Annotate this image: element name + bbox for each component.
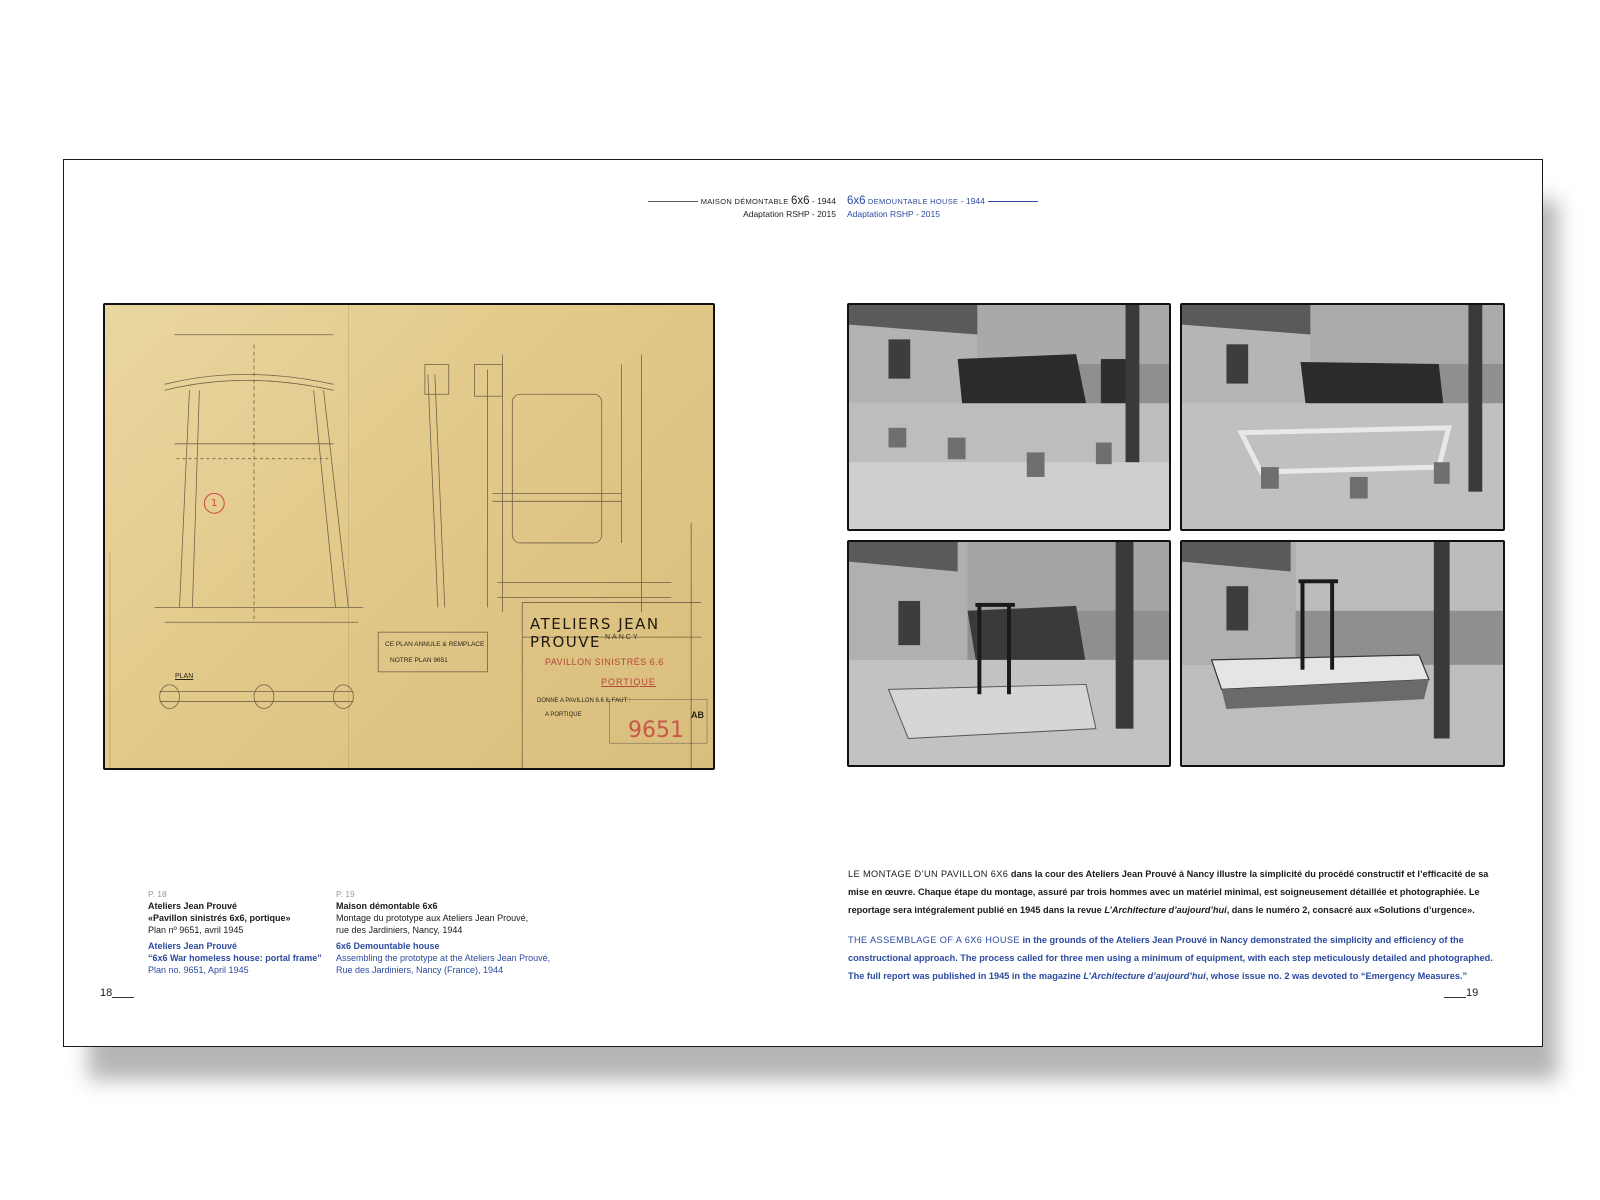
drawing-plan-label: PLAN xyxy=(175,673,194,680)
caption-left-page: P. 18 xyxy=(148,889,167,899)
caption-right-page: P. 19 xyxy=(336,889,355,899)
caption-left-subtitle-en: “6x6 War homeless house: portal frame” xyxy=(148,953,322,963)
technical-drawing-portique xyxy=(103,303,715,770)
drawing-corner-mark: AB xyxy=(691,710,704,720)
caption-right xyxy=(336,888,576,976)
running-header-left: MAISON DÉMONTABLE 6x6 - 1944 Adaptation RSHP - 2015 xyxy=(614,195,836,220)
page-number-left: 18 xyxy=(100,987,134,999)
running-header-right: 6x6 DEMOUNTABLE HOUSE - 1944 Adaptation RSHP - 2015 xyxy=(847,195,1077,220)
drawing-city: NANCY xyxy=(605,634,640,641)
drawing-note2: A PORTIQUE xyxy=(545,712,582,718)
drawing-subtitle2: PORTIQUE xyxy=(601,677,656,687)
header-left-line2: Adaptation RSHP - 2015 xyxy=(743,209,836,219)
caption-right-title-fr: Maison démontable 6x6 xyxy=(336,901,438,911)
caption-left xyxy=(148,888,348,976)
drawing-stamp-line2: NOTRE PLAN 9651 xyxy=(390,657,448,664)
caption-right-line2-fr: rue des Jardiniers, Nancy, 1944 xyxy=(336,925,463,935)
caption-left-detail-en: Plan no. 9651, April 1945 xyxy=(148,965,249,975)
caption-left-title-fr: Ateliers Jean Prouvé xyxy=(148,901,238,911)
caption-right-line2-en: Rue des Jardiniers, Nancy (France), 1944 xyxy=(336,965,504,975)
drawing-title: ATELIERS JEAN PROUVE xyxy=(530,615,660,651)
drawing-stamp-line1: CE PLAN ANNULE & REMPLACE xyxy=(385,641,485,648)
header-right-line2: Adaptation RSHP - 2015 xyxy=(847,209,940,219)
caption-right-line1-en: Assembling the prototype at the Ateliers Jean Prouvé, xyxy=(336,953,551,963)
photo-assembly-step-4 xyxy=(1180,540,1505,767)
book-spread xyxy=(63,159,1543,1047)
drawing-plan-number: 9651 xyxy=(628,718,684,743)
caption-right-title-en: 6x6 Demountable house xyxy=(336,941,440,951)
drawing-note1: DONNE A PAVILLON 6.6 IL FAUT : xyxy=(537,698,631,704)
caption-left-subtitle-fr: «Pavillon sinistrés 6x6, portique» xyxy=(148,913,291,923)
drawing-circled-number: 1 xyxy=(211,498,218,509)
body-paragraph-en: THE ASSEMBLAGE OF A 6X6 HOUSE in the grounds of the Ateliers Jean Prouvé in Nancy demonstrated the simplicity and efficiency of the constructional approach. The process called for three men using a minimum of equipment, with each step meticulously detailed and photographed. The full report was published in 1945 in the magazine L’Architecture d’aujourd’hui, whose issue no. 2 was devoted to “Emergency Measures.” xyxy=(848,935,1493,981)
photo-assembly-step-1 xyxy=(847,303,1171,531)
caption-left-detail-fr: Plan nº 9651, avril 1945 xyxy=(148,925,244,935)
body-paragraph-fr: LE MONTAGE D’UN PAVILLON 6X6 dans la cour des Ateliers Jean Prouvé à Nancy illustre la simplicité du procédé constructif et l’efficacité de sa mise en œuvre. Chaque étape du montage, assuré par trois hommes avec un matériel minimal, est soigneusement détaillée et photographiée. Le reportage sera intégralement publié en 1945 dans la revue L’Architecture d’aujourd’hui, dans le numéro 2, consacré aux «Solutions d’urgence». xyxy=(848,869,1489,915)
body-text xyxy=(848,865,1498,997)
photo-assembly-step-2 xyxy=(1180,303,1505,531)
drawing-subtitle: PAVILLON SINISTRÉS 6.6 xyxy=(545,657,664,667)
page-number-right: 19 xyxy=(1444,987,1478,999)
caption-left-title-en: Ateliers Jean Prouvé xyxy=(148,941,238,951)
caption-right-line1-fr: Montage du prototype aux Ateliers Jean Prouvé, xyxy=(336,913,529,923)
photo-assembly-step-3 xyxy=(847,540,1171,767)
